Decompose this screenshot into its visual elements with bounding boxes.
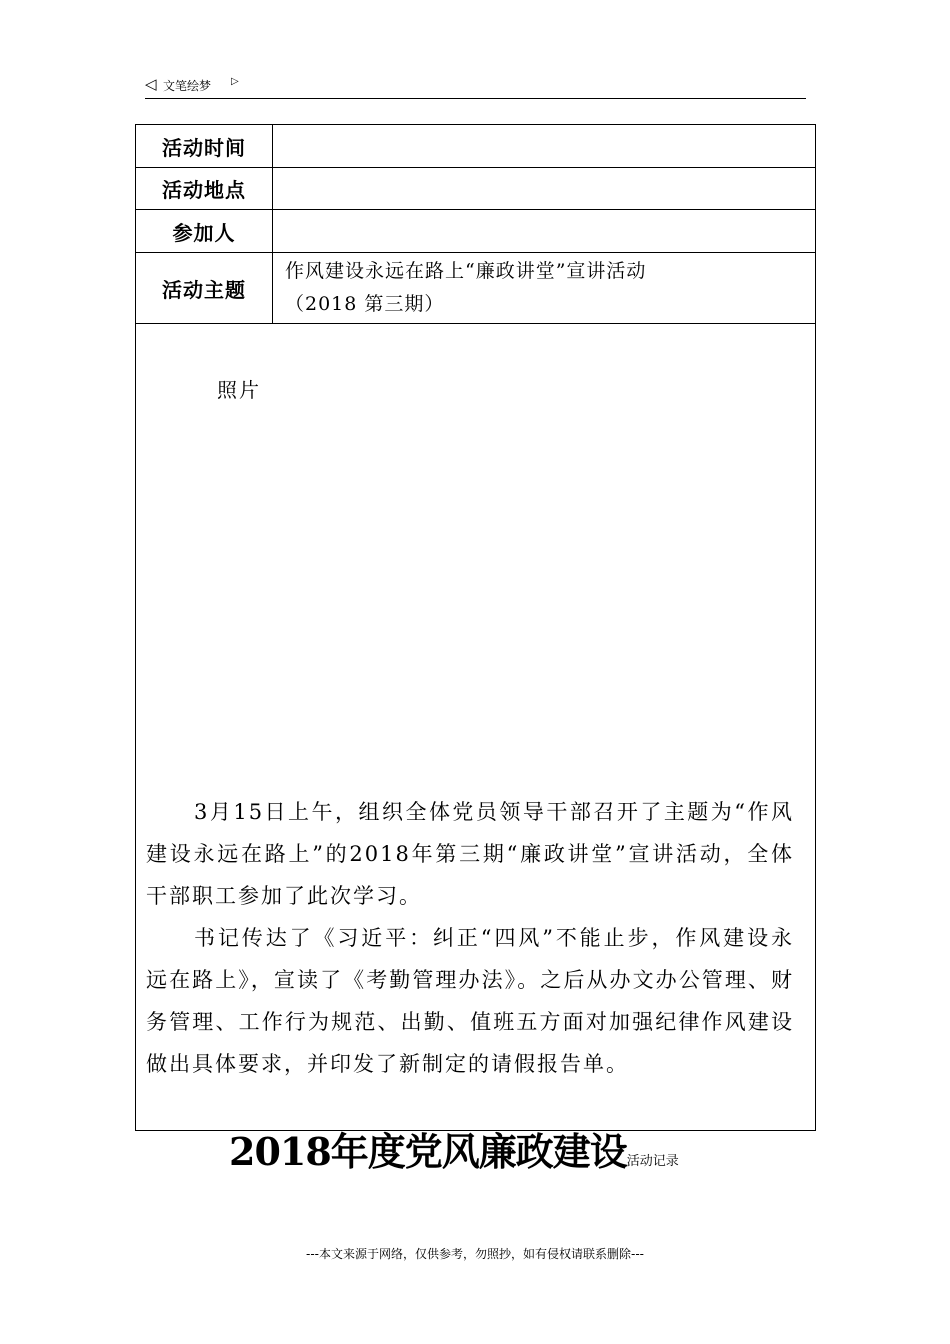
label-activity-theme: 活动主题: [136, 253, 273, 324]
triangle-left-icon: ◁: [145, 75, 157, 93]
photo-placeholder-label: 照片: [217, 378, 261, 402]
document-title: [229, 1127, 679, 1187]
table-row-body: [136, 324, 816, 1131]
description-paragraph-2: 书记传达了《习近平：纠正“四风”不能止步，作风建设永远在路上》，宣读了《考勤管理办法》。之后从办文办公管理、财务管理、工作行为规范、出勤、值班五方面对加强纪律作风建设做出具体要求，并印发了新制定的请假报告单。: [146, 926, 794, 1076]
header-brand: 文笔绘梦: [163, 79, 212, 93]
table-row-theme: [136, 253, 816, 324]
value-activity-theme: [273, 253, 816, 324]
activity-record-table: [135, 124, 816, 1131]
label-participants: 参加人: [136, 210, 273, 253]
description-paragraph-1: 3月15日上午，组织全体党员领导干部召开了主题为“作风建设永远在路上”的2018年第三期“廉政讲堂”宣讲活动，全体干部职工参加了此次学习。: [146, 800, 794, 908]
theme-line-1: 作风建设永远在路上“廉政讲堂”宣讲活动: [285, 260, 647, 282]
value-activity-time: [273, 125, 816, 168]
title-main: 2018年度党风廉政建设: [229, 1129, 627, 1174]
table-row-participants: [136, 210, 816, 253]
footer-disclaimer: ---本文来源于网络，仅供参考，勿照抄，如有侵权请联系删除---: [306, 1247, 644, 1261]
label-activity-time: 活动时间: [136, 125, 273, 168]
triangle-right-icon: ▷: [231, 76, 239, 87]
label-activity-location: 活动地点: [136, 168, 273, 210]
theme-line-2: （2018 第三期）: [285, 293, 445, 315]
table-row-location: [136, 168, 816, 210]
title-suffix: 活动记录: [626, 1154, 679, 1169]
activity-description: [146, 791, 794, 1085]
page-header: [145, 74, 806, 99]
value-activity-location: [273, 168, 816, 210]
table-row-time: [136, 125, 816, 168]
value-participants: [273, 210, 816, 253]
activity-body-cell: [136, 324, 816, 1131]
